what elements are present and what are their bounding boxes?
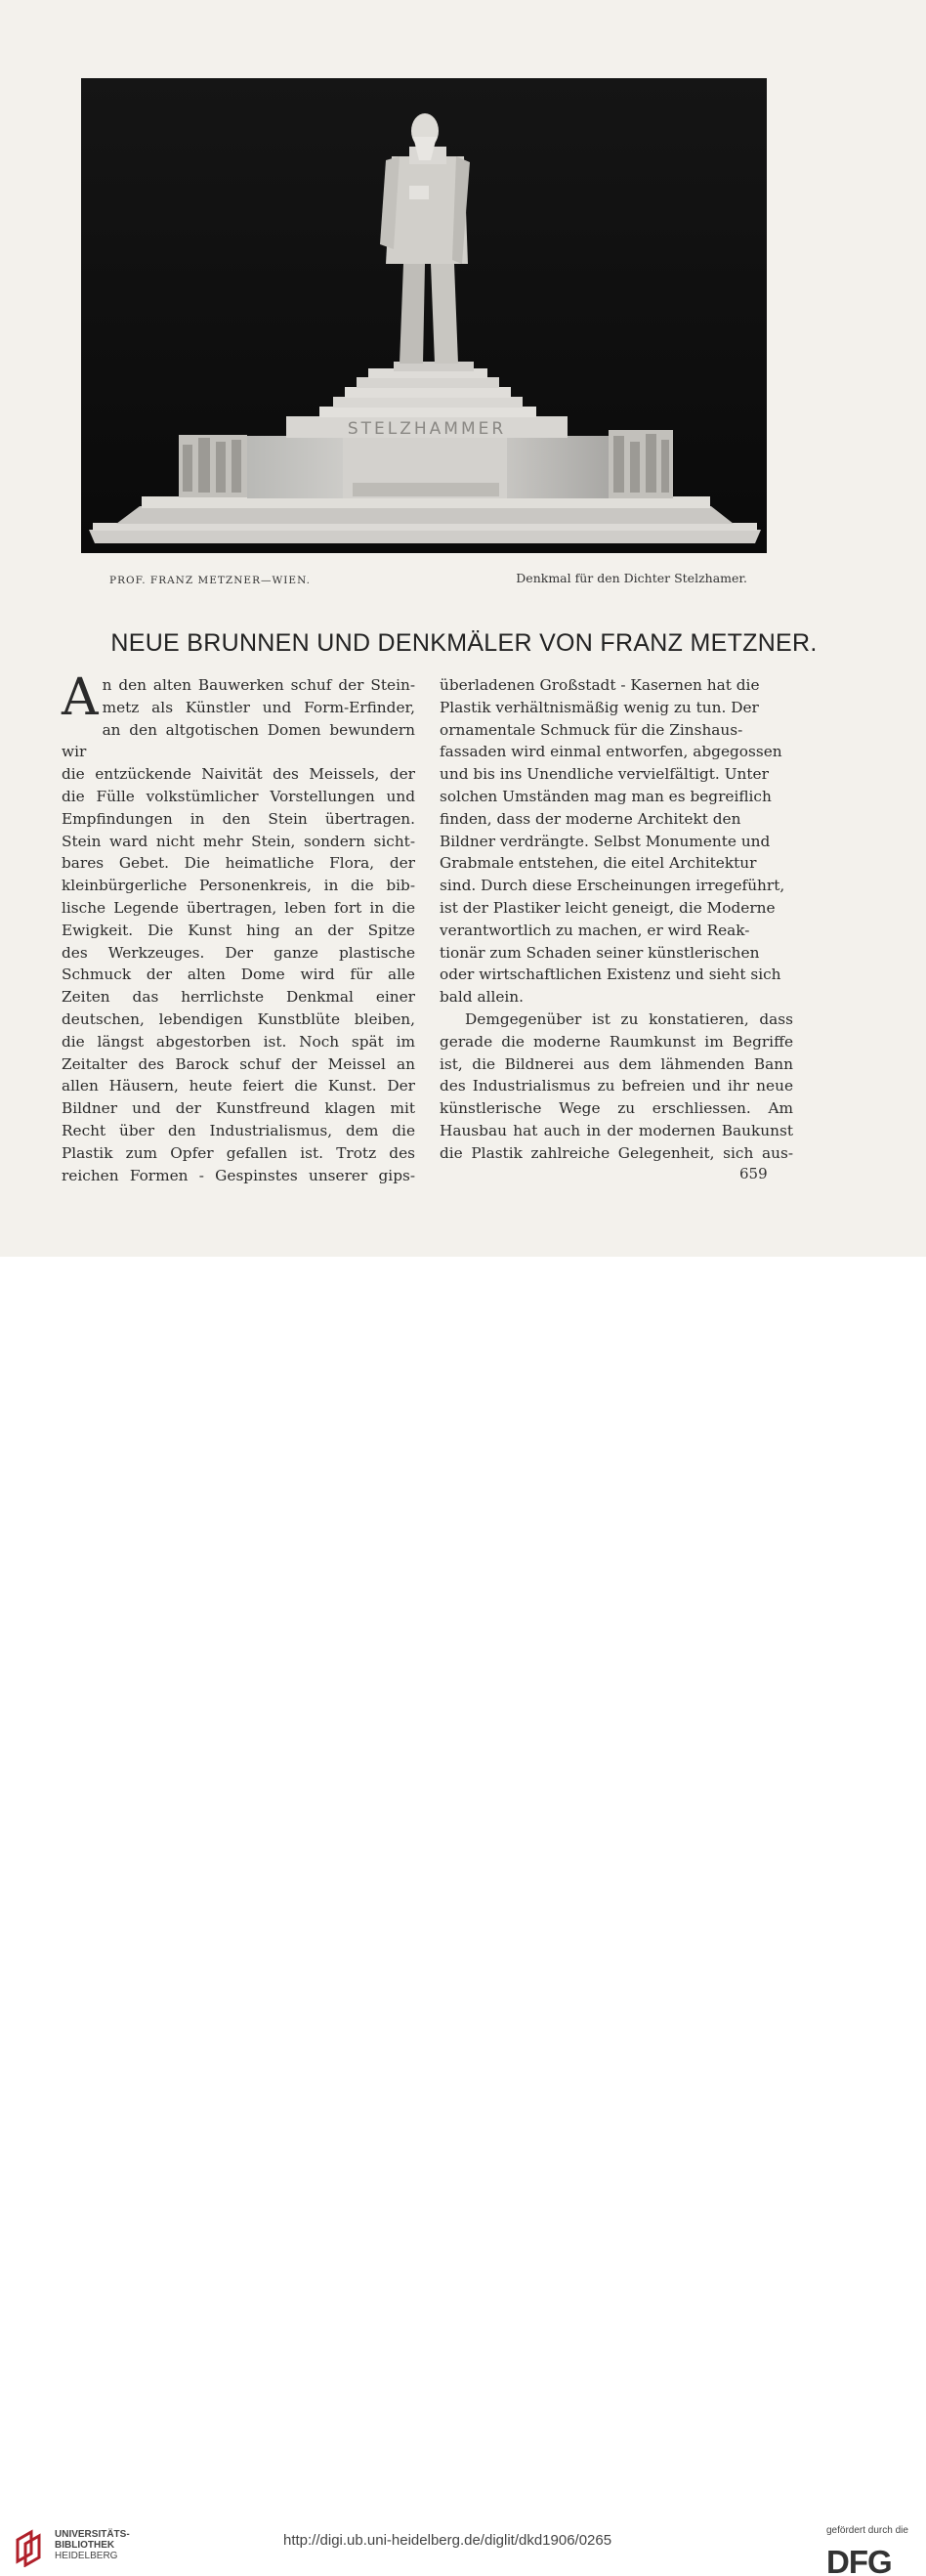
paragraph [62,668,415,1186]
text-line: Zeitalter des Barock schuf der Meissel an [62,1054,415,1073]
text-line: an den altgotischen Domen bewundern wir [62,720,415,761]
text-line: Schmuck der alten Dome wird für alle [62,966,415,984]
text-line: Plastik verhältnismäßig wenig zu tun. Der [440,698,759,716]
text-line: n den alten Bauwerken schuf der Stein- [102,676,415,694]
text-line: Demgegenüber ist zu konstatieren, dass [465,1009,793,1028]
text-line: Ewigkeit. Die Kunst hing an der Spitze [62,921,415,939]
text-line: sind. Durch diese Erscheinungen irregeführt, [440,877,785,895]
monument-illustration [81,78,767,553]
text-line: solchen Umständen mag man es begreiflich [440,787,772,805]
text-line: allen Häusern, heute feiert die Kunst. Der [62,1077,415,1095]
text-line: des Industrialismus zu befreien und ihr neue [440,1077,793,1095]
text-column-right [440,674,793,1165]
text-line: des Werkzeuges. Der ganze plastische [62,943,415,962]
text-line: überladenen Großstadt - Kasernen hat die [440,676,760,694]
caption-title: Denkmal für den Dichter Stelzhamer. [516,571,747,585]
text-line: und bis ins Unendliche vervielfältigt. Unter [440,765,769,784]
dfg-logo-text: DFG [826,2545,892,2576]
university-library-logo-icon[interactable] [12,2528,49,2567]
article-title: NEUE BRUNNEN UND DENKMÄLER VON FRANZ METZNER. [110,629,818,657]
text-line: ornamentale Schmuck für die Zinshaus- [440,720,743,739]
text-line: bald allein. [440,988,525,1007]
text-line: Grabmale entstehen, die eitel Architektur [440,854,757,873]
text-line: kleinbürgerliche Personenkreis, in die bib- [62,877,415,895]
text-line: lische Legende übertragen, leben fort in die [62,898,415,917]
text-line: Zeiten das herrlichste Denkmal einer [62,988,415,1007]
text-line: Plastik zum Opfer gefallen ist. Trotz des [62,1143,415,1162]
text-line: finden, dass der moderne Architekt den [440,809,741,828]
text-line: gerade die moderne Raumkunst im Begriffe [440,1032,793,1051]
library-line-3: HEIDELBERG [55,2551,118,2561]
text-line: reichen Formen - Gespinstes unserer gips- [62,1166,415,1184]
paragraph [440,674,793,1009]
text-line: metz als Künstler und Form-Erfinder, [102,698,415,716]
text-line: die Fülle volkstümlicher Vorstellungen und [62,787,415,805]
scanned-page [0,0,926,1257]
text-line: ist, die Bildnerei aus dem lähmenden Bann [440,1054,793,1073]
text-line: tionär zum Schaden seiner künstlerischen [440,943,760,962]
monument-inscription: STELZHAMMER [347,419,507,439]
page-number: 659 [739,1165,768,1182]
text-line: fassaden wird einmal entworfen, abgegossen [440,743,782,761]
text-line: künstlerische Wege zu erschliessen. Am [440,1099,793,1118]
text-line: oder wirtschaftlichen Existenz und sieht sich [440,966,781,984]
text-line: die längst abgestorben ist. Noch spät im [62,1032,415,1051]
text-line: bares Gebet. Die heimatliche Flora, der [62,854,415,873]
text-line: Stein ward nicht mehr Stein, sondern sicht- [62,832,415,850]
text-line: Recht über den Industrialismus, dem die [62,1121,415,1139]
text-line: Empfindungen in den Stein übertragen. [62,809,415,828]
text-line: Bildner verdrängte. Selbst Monumente und [440,832,771,850]
permalink-url[interactable]: http://digi.ub.uni-heidelberg.de/diglit/dkd1906/0265 [283,2532,612,2549]
text-line: die entzückende Naivität des Meissels, der [62,765,415,784]
library-line-2: BIBLIOTHEK [55,2540,115,2551]
caption-artist: PROF. FRANZ METZNER—WIEN. [109,575,311,586]
library-name[interactable] [55,2529,130,2561]
paragraph [440,1009,793,1165]
text-line: die Plastik zahlreiche Gelegenheit, sich aus- [440,1143,793,1162]
text-line: deutschen, lebendigen Kunstblüte bleiben, [62,1009,415,1028]
footer-bar [0,1257,926,2576]
dfg-logo-icon[interactable] [826,2545,916,2576]
drop-cap: A [62,668,99,727]
text-line: Bildner und der Kunstfreund klagen mit [62,1099,415,1118]
text-column-left [62,668,415,1186]
library-line-1: UNIVERSITÄTS- [55,2529,130,2540]
monument-photograph [81,78,767,553]
text-line: verantwortlich zu machen, er wird Reak- [440,921,750,939]
text-line: Hausbau hat auch in der modernen Baukunst [440,1121,793,1139]
text-line: ist der Plastiker leicht geneigt, die Moderne [440,898,776,917]
funded-by-label: gefördert durch die [826,2525,908,2536]
